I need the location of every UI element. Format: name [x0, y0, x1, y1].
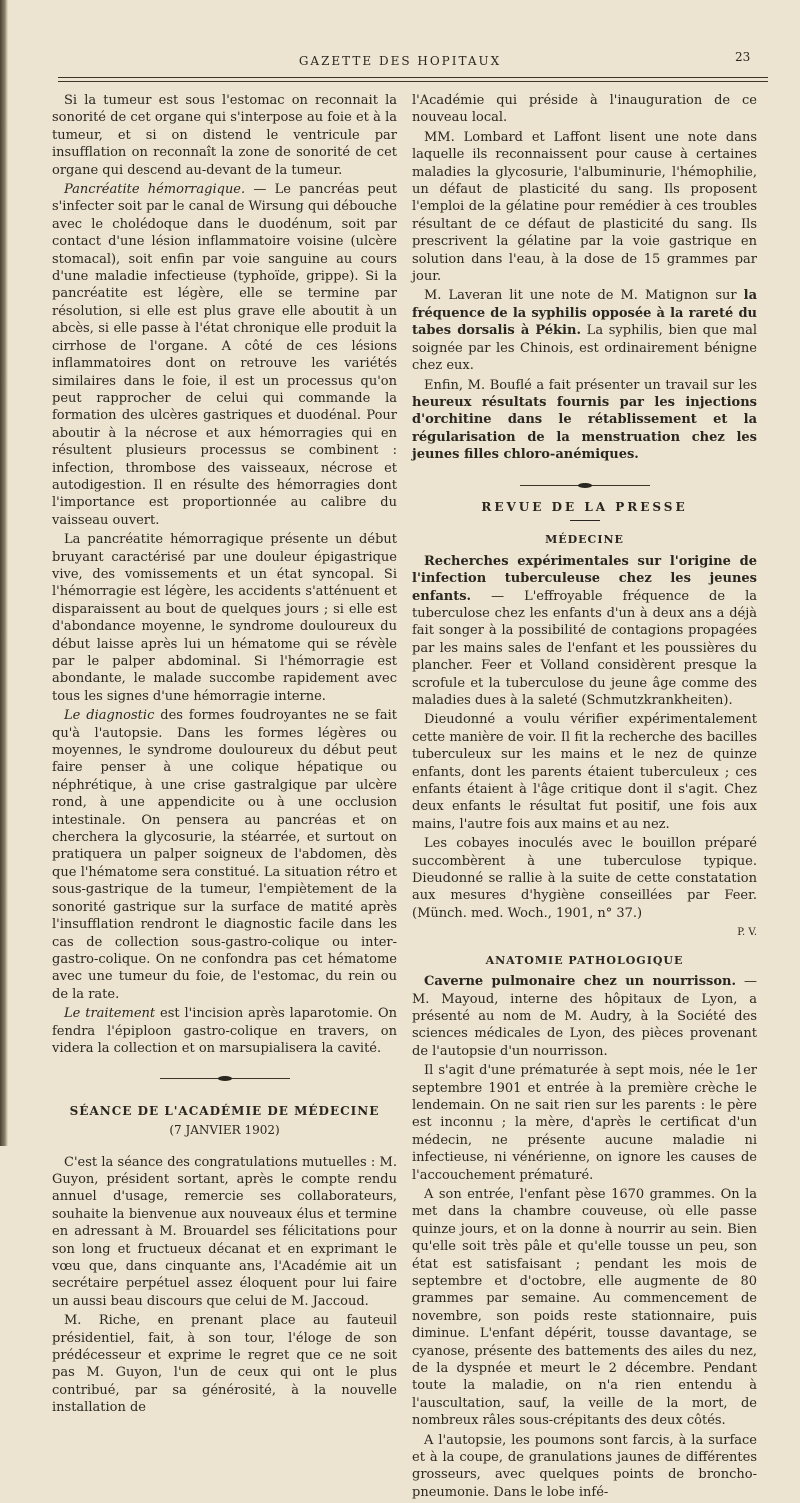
running-head — [0, 50, 800, 74]
page-binding-edge — [0, 0, 8, 1146]
section-separator — [412, 474, 757, 491]
paragraph — [52, 181, 397, 529]
paragraph: Si la tumeur est sous l'estomac on reconnait la sonorité de cet organe qui s'interpose au foie et à la tumeur, et si on distend le ventricule par insufflation on reconnaît la zone de sonorité de cet organe qui descend au-devant de la tumeur. — [52, 93, 397, 178]
bold-phrase: la fréquence de la syphilis opposée à la rareté du tabes dorsalis à Pékin. — [412, 288, 757, 339]
inline-heading: Pancréatite hémorragique. — [64, 182, 246, 198]
paragraph: Les cobayes inoculés avec le bouillon préparé succombèrent à une tuberculose typique. Dieudonné se rallie à la suite de cette constatation aux mesures d'hygiène conseillées par Feer. (Münch. med. Woch., 1901, n° 37.) — [412, 836, 757, 921]
section-title: REVUE DE LA PRESSE — [481, 499, 688, 514]
paragraph: Dieudonné a voulu vérifier expérimentalement cette manière de voir. Il fit la recherche des bacilles tuberculeux sur les mains et le nez de quinze enfants, dont les parents étaient tuberculeux ; ces enfants étaient à l'âge critique dont il s'agit. Chez deux enfants le résultat fut positif, une fois aux mains, l'autre fois aux mains et au nez. — [412, 712, 757, 832]
paragraph: M. Riche, en prenant place au fauteuil présidentiel, fait, à son tour, l'éloge de son prédécesseur et exprime le regret que ce ne soit pas M. Guyon, l'un de ceux qui ont le plus contribué, par sa générosité, à la nouvelle installation de — [52, 1313, 397, 1416]
section-separator — [52, 1067, 397, 1084]
section-date: (7 JANVIER 1902) — [169, 1123, 280, 1138]
paragraph-text: est l'incision après laparotomie. On fendra l'épiploon gastro-colique en travers, on videra la collection et on marsupialisera la cavité. — [52, 1006, 397, 1056]
paragraph — [412, 377, 757, 464]
paragraph: A l'autopsie, les poumons sont farcis, à la surface et à la coupe, de granulations jaunes de différentes grosseurs, avec quelques points de broncho-pneumonie. Dans le lobe infé- — [412, 1432, 757, 1500]
paragraph — [412, 553, 757, 710]
paragraph: La pancréatite hémorragique présente un début bruyant caractérisé par une douleur épigastrique vive, des vomissements et un état syncopal. Si l'hémorragie est légère, les accidents s'atténuent et disparaissent au bout de quelques jours ; si elle est d'abondance moyenne, le syndrome douloureux du début laisse après lui un hématome qui se révèle par le palper abdominal. Si l'hémorragie est abondante, le malade succombe rapidement avec tous les signes d'une hémorragie interne. — [52, 532, 397, 704]
subsection-title: ANATOMIE PATHOLOGIQUE — [485, 953, 684, 967]
paragraph: Il s'agit d'une prématurée à sept mois, née le 1er septembre 1901 et entrée à la première crèche le lendemain. On ne sait rien sur les parents : le père est inconnu ; la mère, d'après le certificat d'un médecin, ne présente aucune maladie ni infectieuse, ni vénérienne, on ignore les causes de l'accouchement prématuré. — [412, 1063, 757, 1183]
paragraph: C'est la séance des congratulations mutuelles : M. Guyon, président sortant, après le compte rendu annuel d'usage, remercie ses collaborateurs, souhaite la bienvenue aux nouveaux élus et termine en adressant à M. Brouardel ses félicitations pour son long et fructueux décanat et en exprimant le vœu que, dans cinquante ans, l'Académie ait un secrétaire perpétuel assez éloquent pour lui faire un aussi beau discours que celui de M. Jaccoud. — [52, 1154, 397, 1309]
separator-ornament — [160, 1078, 290, 1079]
paragraph-text: Enfin, M. Bouflé a fait présenter un travail sur les — [424, 377, 757, 393]
paragraph-text: M. Laveran lit une note de M. Matignon sur — [424, 288, 744, 304]
separator-ornament — [520, 485, 650, 486]
paragraph — [52, 707, 397, 1003]
paragraph-text: — L'effroyable fréquence de la tuberculose chez les enfants d'un à deux ans a déjà fait songer à la possibilité de contagions propagées par les mains sales de l'enfant et les poussières du plancher. Feer et Volland considèrent presque la scrofule et la tuberculose du jeune âge comme des maladies dues à la saleté (Schmutzkrankheiten). — [412, 588, 757, 708]
paragraph: l'Académie qui préside à l'inauguration de ce nouveau local. — [412, 93, 757, 126]
inline-heading: Le diagnostic — [64, 708, 155, 724]
right-column — [412, 92, 757, 1503]
paragraph: MM. Lombard et Laffont lisent une note dans laquelle ils reconnaissent pour cause à certaines maladies la glycosurie, l'albuminurie, l'hémophilie, un défaut de plasticité du sang. Ils proposent l'emploi de la gélatine pour remédier à ces troubles résultant de ce défaut de plasticité du sang. Ils prescrivent la gélatine par la voie gastrique en solution dans l'eau, à la dose de 15 grammes par jour. — [412, 129, 757, 285]
section-title: SÉANCE DE L'ACADÉMIE DE MÉDECINE — [69, 1103, 380, 1118]
subsection-title: MÉDECINE — [545, 533, 624, 547]
paragraph-text: La syphilis, bien que mal soignée par les Chinois, est ordinairement bénigne chez eux. — [412, 323, 758, 374]
bold-phrase: heureux résultats fournis par les injections d'orchitine dans le rétablissement et la régularisation de la menstruation chez les jeunes filles chloro-anémiques. — [412, 394, 757, 463]
paragraph-text: — M. Mayoud, interne des hôpitaux de Lyon, a présenté au nom de M. Audry, à la Société des sciences médicales de Lyon, des pièces provenant de l'autopsie d'un nourrisson. — [412, 974, 757, 1059]
paragraph — [52, 1005, 397, 1057]
paragraph-text: — Le pancréas peut s'infecter soit par le canal de Wirsung qui débouche avec le cholédoque dans le duodénum, soit par contact d'une lésion inflammatoire voisine (ulcère stomacal), soit enfin par voie sanguine au cours d'une maladie infectieuse (typhoïde, grippe). Si la pancréatite est légère, elle se termine par résolution, si elle est plus grave elle aboutit à un abcès, si elle passe à l'état chronique elle produit la cirrhose de l'organe. A côté de ces lésions inflammatoires dont on retrouve les variétés similaires dans le foie, il est un processus qu'on peut rapprocher de celui qui commande la formation des ulcères gastriques et duodénal. Pour aboutir à la nécrose et aux hémorragies qui en résultent plusieurs processus se combinent : infection, thrombose des vaisseaux, nécrose et autodigestion. Il en résulte des hémorragies dont l'importance est proportionnée au calibre du vaisseau ouvert. — [52, 182, 397, 528]
article-title: Caverne pulmonaire chez un nourrisson. — [424, 974, 736, 990]
paragraph: A son entrée, l'enfant pèse 1670 grammes. On la met dans la chambre couveuse, où elle passe quinze jours, et on la donne à nourrir au sein. Bien qu'elle soit très pâle et qu'elle tousse un peu, son état est satisfaisant ; pendant les mois de septembre et d'octobre, elle augmente de 80 grammes par semaine. Au commencement de novembre, son poids reste stationnaire, puis diminue. L'enfant dépérit, tousse davantage, se cyanose, présente des battements des ailes du nez, de la dyspnée et meurt le 2 décembre. Pendant toute la maladie, on n'a rien entendu à l'auscultation, sauf, la veille de la mort, de nombreux râles sous-crépitants des deux côtés. — [412, 1186, 757, 1429]
left-column — [52, 92, 397, 1419]
paragraph — [412, 287, 757, 374]
article-title: Recherches expérimentales sur l'origine de l'infection tuberculeuse chez les jeunes enfants. — [412, 553, 757, 604]
page-number: 23 — [735, 50, 751, 64]
header-rule-top — [58, 77, 768, 78]
author-initials: P. V. — [737, 927, 757, 939]
inline-heading: Le traitement — [64, 1006, 156, 1022]
header-rule-bottom — [58, 81, 768, 82]
short-rule — [570, 520, 600, 521]
paragraph — [412, 973, 757, 1060]
paragraph-text: des formes foudroyantes ne se fait qu'à l'autopsie. Dans les formes légères ou moyennes, le syndrome douloureux du début peut faire penser à une colique hépatique ou néphrétique, à une crise gastralgique par ulcère rond, à une appendicite ou à une occlusion intestinale. On pensera au pancréas et on cherchera la glycosurie, la stéarrée, et surtout on pratiquera un palper soigneux de l'abdomen, dès que l'hématome sera constitué. La situation rétro et sous-gastrique de la tumeur, l'empiètement de la sonorité gastrique sur la surface de matité après l'insufflation rendront le diagnostic facile dans les cas de collection sous-gastro-colique ou inter-gastro-colique. On ne confondra pas cet hématome avec une tumeur du foie, de l'estomac, du rein ou de la rate. — [52, 708, 397, 1002]
journal-title: GAZETTE DES HOPITAUX — [298, 54, 502, 68]
